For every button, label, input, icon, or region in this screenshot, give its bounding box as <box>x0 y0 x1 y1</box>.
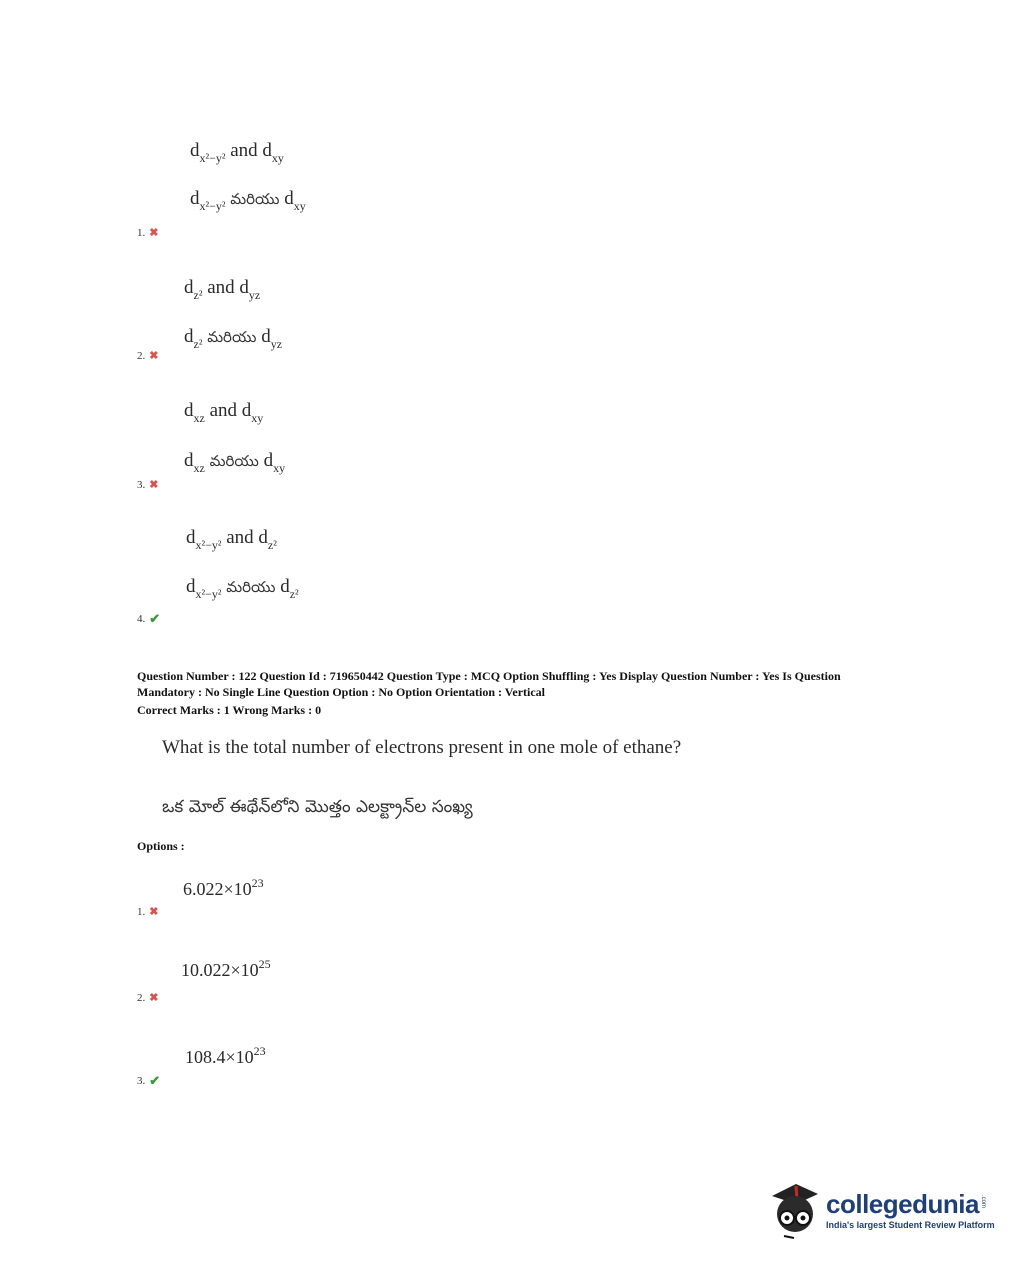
question-marks-line: Correct Marks : 1 Wrong Marks : 0 <box>137 703 322 717</box>
correct-mark-icon: ✔ <box>149 611 161 626</box>
question-option-3-text: $108.4\times 10^{23}$ <box>185 1044 266 1067</box>
question-option-3-number: 3. ✔ <box>137 1073 161 1088</box>
prev-option-3-english: $d_{xz}$ and $d_{xy}$ <box>184 400 264 425</box>
logo-tagline: India's largest Student Review Platform <box>826 1219 995 1230</box>
question-text-english: What is the total number of electrons present in one mole of ethane? <box>162 737 682 758</box>
prev-option-2-number: 2. ✖ <box>137 349 159 362</box>
logo-name: collegedunia <box>826 1188 979 1219</box>
prev-option-4-english: $d_{x^2-y^2}$ and $d_{z^2}$ <box>186 527 277 552</box>
question-text-telugu: ఒక మోల్ ఈథేన్‌లోని మొత్తం ఎలక్ట్రాన్‌ల సంఖ్య <box>162 797 473 817</box>
logo-suffix: .com <box>979 1194 986 1208</box>
wrong-mark-icon: ✖ <box>149 350 159 362</box>
wrong-mark-icon: ✖ <box>149 906 159 918</box>
question-option-2-text: $10.022\times 10^{25}$ <box>181 957 271 980</box>
options-label: Options : <box>137 839 185 853</box>
prev-option-4-number: 4. ✔ <box>137 611 161 626</box>
question-option-2-number: 2. ✖ <box>137 991 159 1004</box>
prev-option-2-telugu: $d_{z^2}$ మరియు $d_{yz}$ <box>184 326 283 351</box>
collegedunia-logo <box>766 1178 995 1240</box>
prev-option-1-english: $d_{x^2-y^2}$ and $d_{xy}$ <box>190 140 284 165</box>
prev-option-1-telugu: $d_{x^2-y^2}$ మరియు $d_{xy}$ <box>190 188 306 213</box>
question-meta <box>137 668 877 718</box>
prev-option-4-telugu: $d_{x^2-y^2}$ మరియు $d_{z^2}$ <box>186 576 299 601</box>
prev-option-1-number: 1. ✖ <box>137 226 159 239</box>
prev-option-3-telugu: $d_{xz}$ మరియు $d_{xy}$ <box>184 450 286 475</box>
question-option-1-text: $6.022\times 10^{23}$ <box>183 876 264 899</box>
prev-option-2-english: $d_{z^2}$ and $d_{yz}$ <box>184 277 261 302</box>
prev-option-3-number: 3. ✖ <box>137 478 159 491</box>
correct-mark-icon: ✔ <box>149 1073 161 1088</box>
question-meta-line: Question Number : 122 Question Id : 719650442 Question Type : MCQ Option Shuffling : Yes Display Question Number : Yes Is Question Mandatory : No Single Line Question Option : No Option Orientation : Vertical <box>137 669 841 699</box>
wrong-mark-icon: ✖ <box>149 992 159 1004</box>
mascot-icon <box>766 1178 824 1240</box>
question-option-1-number: 1. ✖ <box>137 905 159 918</box>
wrong-mark-icon: ✖ <box>149 227 159 239</box>
wrong-mark-icon: ✖ <box>149 479 159 491</box>
